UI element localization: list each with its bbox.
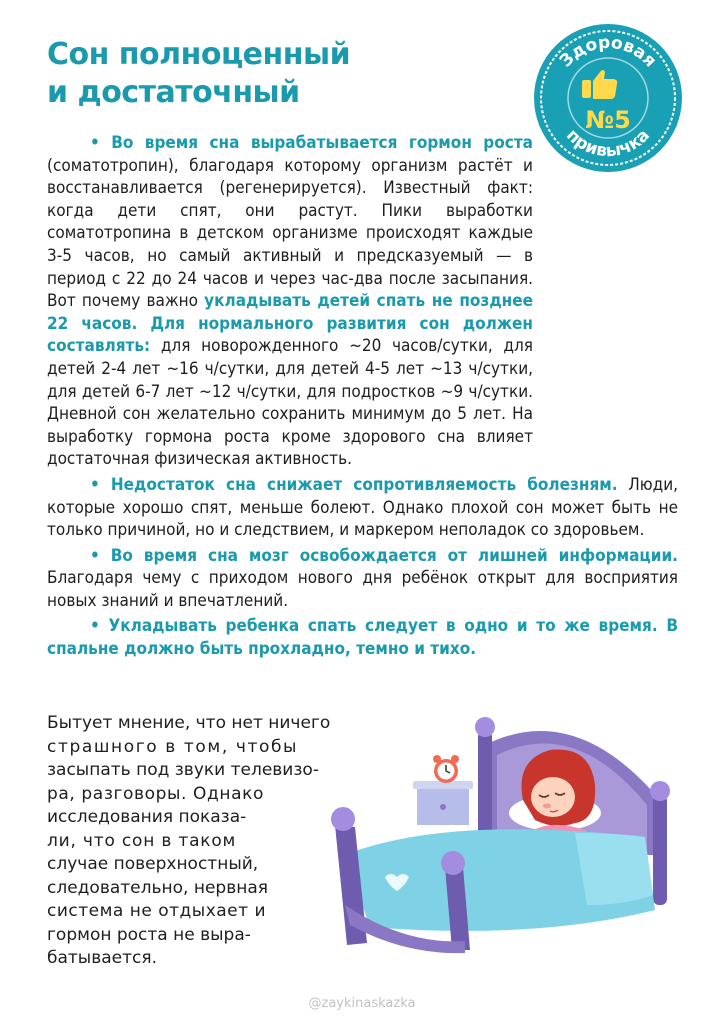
text-immunity: Люди, которые хорошо спят, меньше болеют. Однако плохой сон может быть не только причиной, но и следствием, и маркером неполадок со здоровьем. [47,474,678,541]
float-line: гормон роста не выра- [47,924,251,945]
float-line: Бытует мнение, что нет ничего [47,713,331,733]
highlight-growth-hormone: • Во время сна вырабатывается гормон роста [90,133,533,153]
text-brain: Благодаря чему с приходом нового дня ребёнок открыт для восприятия новых знаний и впечатлений. [47,568,678,611]
watermark-handle: @zaykinaskazka [308,996,416,1011]
text-growth-hormone: (соматотропин), благодаря которому организм растёт и восстанавливается (регенерируется). Известный факт: когда дети спят, они растут. Пики выработки соматотропина в детском организме происходят каждые 3-5 часов, но самый активный и предсказуемый — в период с 22 до 24 часов и через час-два после засыпания. Вот почему важно [47,155,533,312]
float-line: батывается. [47,948,158,968]
page-title [47,36,350,112]
article-body [47,132,678,664]
float-line: засыпать под звуки телевизо- [47,760,319,780]
highlight-brain: • Во время сна мозг освобождается от лишней информации. [90,545,678,566]
float-line: исследования показа- [47,807,247,827]
paragraph-growth-hormone [47,132,533,471]
title-line-1: Сон полноценный [47,37,351,72]
highlight-routine: • Укладывать ребенка спать следует в одно и то же время. В спальне должно быть прохладно, темно и тихо. [47,616,678,660]
nightstand [413,781,473,825]
float-line: следовательно, нервная [47,877,268,898]
paragraph-brain [47,545,678,613]
badge-bottom-text: привычка [562,125,654,162]
highlight-immunity: • Недостаток сна снижает сопротивляемость болезням. [90,474,618,495]
float-line: страшного в том, чтобы [47,736,299,757]
float-line: случае поверхностный, [47,854,259,874]
highlight-sleep-norms: укладывать детей спать не позднее 22 часов. Для нормального развития сон должен составлять: [47,291,533,357]
sleeping-girl-illustration [325,705,695,955]
float-line: система не отдыхает и [47,901,266,921]
text-sleep-norms: для новорожденного ~20 часов/сутки, для детей 2-4 лет ~16 ч/сутки, для детей 4-5 лет ~13 ч/сутки, для детей 6-7 лет ~12 ч/сутки, для подростков ~9 ч/сутки. Дневной сон желательно сохранить минимум до 5 лет. На выработку гормона роста кроме здорового сна влияет достаточная физическая активность. [47,336,533,470]
paragraph-immunity [47,474,678,542]
alarm-clock-icon [433,755,459,783]
badge-number: №5 [585,106,631,134]
float-line: ра, разговоры. Однако [47,783,264,804]
badge-top-text: Здоровая [555,32,661,72]
float-line: ли, что сон в таком [47,830,237,851]
tv-noise-paragraph [47,712,357,971]
blanket-fold [575,833,653,905]
paragraph-routine [47,615,678,660]
title-line-2: и достаточный [47,75,300,110]
